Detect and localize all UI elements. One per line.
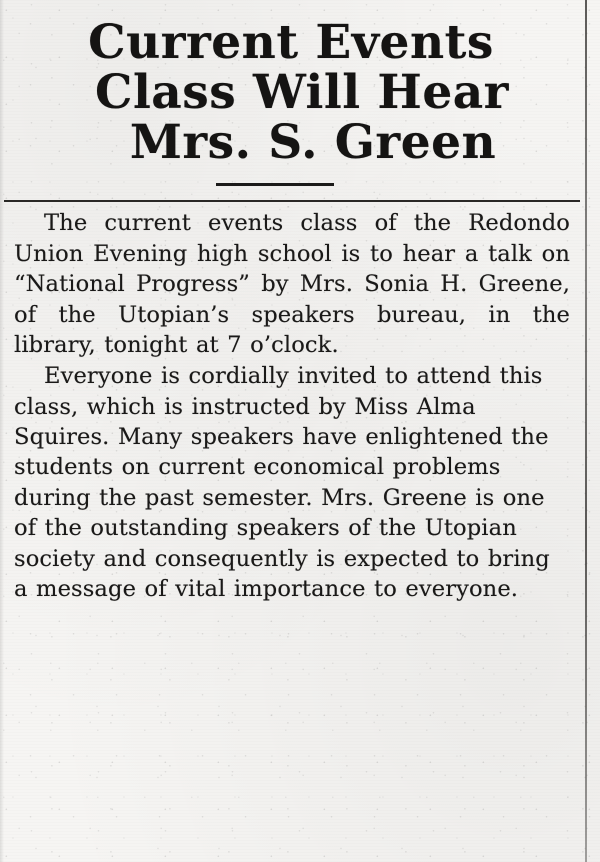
headline-line-2: Class Will Hear: [95, 64, 509, 120]
article-paragraph-1: The current events class of the Redondo Union Evening high school is to hear a talk on “National Progress” by Mrs. Sonia H. Greene, of the Utopian’s speakers bureau, in the library, tonight at 7 o’clock.: [14, 210, 570, 358]
headline-short-rule: [216, 183, 334, 186]
column-rule-divider: [585, 0, 587, 862]
headline-line-1: Current Events: [88, 15, 494, 70]
article-paragraph-2: Everyone is cordially invited to attend this class, which is instructed by Miss Alma Squires. Many speakers have enlightened the students on current economical problems during the past semester. Mrs. Greene is one of the outstanding speakers of the Utopian society and consequently is expected to bring a message of vital importance to everyone.: [14, 363, 550, 602]
paper-left-edge-shadow: [0, 0, 4, 862]
article-body: [0, 202, 600, 604]
headline-line-3: Mrs. S. Green: [129, 114, 497, 170]
headline-block: [0, 0, 600, 170]
headline-full-rule: [4, 200, 580, 202]
